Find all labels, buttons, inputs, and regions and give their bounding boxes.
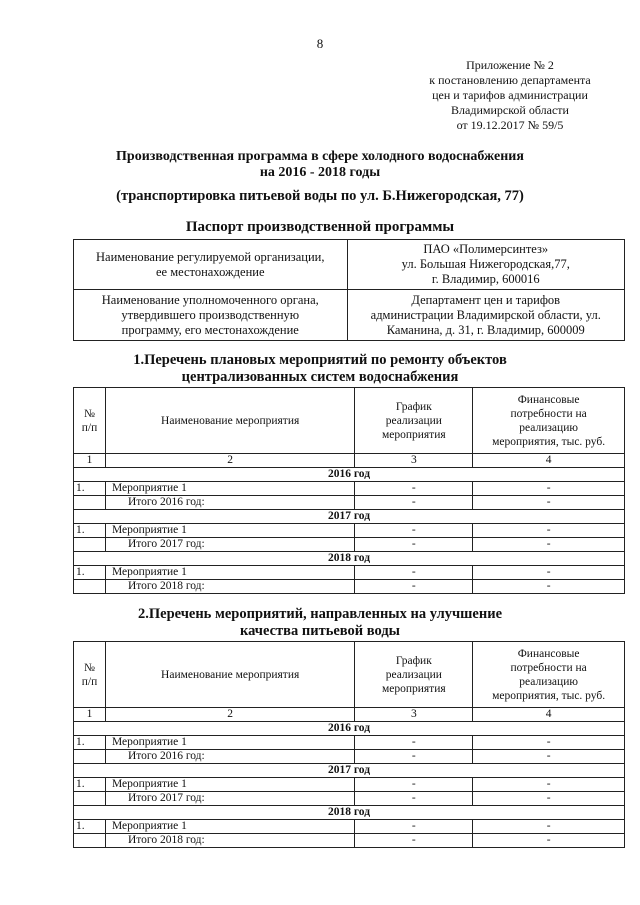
header-event-name: Наименование мероприятия xyxy=(105,642,354,708)
row-number: 1. xyxy=(74,482,106,496)
title-line: 2.Перечень мероприятий, направленных на улучшение xyxy=(137,606,502,622)
title-line: качества питьевой воды xyxy=(240,623,400,639)
text-line: утвердившего производственную xyxy=(121,307,300,322)
year-label: 2017 год xyxy=(74,764,625,778)
empty-cell xyxy=(74,792,106,806)
year-label: 2017 год xyxy=(74,510,625,524)
empty-cell xyxy=(74,834,106,848)
passport-table xyxy=(73,239,625,341)
passport-label xyxy=(74,240,348,290)
event-name: Мероприятие 1 xyxy=(105,736,354,750)
year-label: 2018 год xyxy=(74,552,625,566)
appendix-line: к постановлению департамента xyxy=(429,73,591,87)
column-numbers-row xyxy=(74,708,625,722)
text-line: ее местонахождение xyxy=(155,264,265,279)
text-line: потребности на xyxy=(510,661,587,674)
empty-cell xyxy=(74,496,106,510)
table-row xyxy=(74,778,625,792)
event-schedule: - xyxy=(355,820,473,834)
header-schedule xyxy=(355,642,473,708)
event-schedule: - xyxy=(355,736,473,750)
column-number: 4 xyxy=(473,454,625,468)
total-finance: - xyxy=(473,496,625,510)
passport-value xyxy=(347,290,625,341)
total-finance: - xyxy=(473,538,625,552)
year-label: 2016 год xyxy=(74,722,625,736)
column-number: 4 xyxy=(473,708,625,722)
event-schedule: - xyxy=(355,778,473,792)
event-finance: - xyxy=(473,736,625,750)
appendix-line: Владимирской области xyxy=(451,103,569,117)
text-line: Наименование уполномоченного органа, xyxy=(101,292,319,307)
year-row xyxy=(74,764,625,778)
empty-cell xyxy=(74,580,106,594)
year-row xyxy=(74,510,625,524)
text-line: Департамент цен и тарифов xyxy=(411,292,561,307)
year-label: 2018 год xyxy=(74,806,625,820)
header-event-name: Наименование мероприятия xyxy=(105,388,354,454)
text-line: Финансовые xyxy=(517,393,580,406)
section1-table xyxy=(73,387,625,594)
total-schedule: - xyxy=(355,792,473,806)
row-number: 1. xyxy=(74,820,106,834)
total-schedule: - xyxy=(355,834,473,848)
row-number: 1. xyxy=(74,736,106,750)
total-label: Итого 2016 год: xyxy=(105,750,354,764)
year-row xyxy=(74,468,625,482)
empty-cell xyxy=(74,538,106,552)
row-number: 1. xyxy=(74,524,106,538)
text-line: Финансовые xyxy=(517,647,580,660)
header-num xyxy=(74,642,106,708)
column-number: 1 xyxy=(74,708,106,722)
total-label: Итого 2018 год: xyxy=(105,580,354,594)
page-number: 8 xyxy=(316,36,324,51)
column-number: 2 xyxy=(105,708,354,722)
title-line: на 2016 - 2018 годы xyxy=(259,165,381,180)
event-finance: - xyxy=(473,566,625,580)
total-row xyxy=(74,750,625,764)
year-row xyxy=(74,552,625,566)
event-finance: - xyxy=(473,778,625,792)
title-line: Производственная программа в сфере холодного водоснабжения xyxy=(116,149,524,164)
text-line: потребности на xyxy=(510,407,587,420)
row-number: 1. xyxy=(74,778,106,792)
text-line: администрации Владимирской области, ул. xyxy=(370,307,601,322)
column-number: 1 xyxy=(74,454,106,468)
total-schedule: - xyxy=(355,496,473,510)
column-number: 2 xyxy=(105,454,354,468)
total-row xyxy=(74,792,625,806)
total-row xyxy=(74,496,625,510)
event-schedule: - xyxy=(355,524,473,538)
appendix-line: цен и тарифов администрации xyxy=(432,88,588,102)
table-row xyxy=(74,524,625,538)
column-number: 3 xyxy=(355,454,473,468)
table-header-row xyxy=(74,642,625,708)
event-finance: - xyxy=(473,820,625,834)
text-line: ПАО «Полимерсинтез» xyxy=(423,242,549,256)
total-finance: - xyxy=(473,834,625,848)
total-row xyxy=(74,580,625,594)
text-line: График xyxy=(395,654,432,667)
total-row xyxy=(74,538,625,552)
table-row xyxy=(74,566,625,580)
section2-title xyxy=(70,606,570,640)
section1-title xyxy=(70,352,570,386)
text-line: № xyxy=(83,407,95,420)
text-line: программу, его местонахождение xyxy=(121,322,299,337)
total-row xyxy=(74,834,625,848)
total-finance: - xyxy=(473,792,625,806)
table-row xyxy=(74,482,625,496)
total-finance: - xyxy=(473,580,625,594)
text-line: мероприятия, тыс. руб. xyxy=(492,689,606,702)
total-label: Итого 2017 год: xyxy=(105,792,354,806)
text-line: реализации xyxy=(385,668,442,681)
text-line: п/п xyxy=(81,675,98,688)
row-number: 1. xyxy=(74,566,106,580)
passport-row xyxy=(74,290,625,341)
text-line: реализацию xyxy=(519,421,578,434)
year-row xyxy=(74,806,625,820)
column-number: 3 xyxy=(355,708,473,722)
year-row xyxy=(74,722,625,736)
total-label: Итого 2016 год: xyxy=(105,496,354,510)
table-header-row xyxy=(74,388,625,454)
total-label: Итого 2018 год: xyxy=(105,834,354,848)
passport-value xyxy=(347,240,625,290)
passport-row xyxy=(74,240,625,290)
table-row xyxy=(74,736,625,750)
text-line: мероприятия, тыс. руб. xyxy=(492,435,606,448)
title-line: 1.Перечень плановых мероприятий по ремонту объектов xyxy=(133,352,507,368)
text-line: № xyxy=(83,661,95,674)
event-name: Мероприятие 1 xyxy=(105,482,354,496)
year-label: 2016 год xyxy=(74,468,625,482)
header-schedule xyxy=(355,388,473,454)
total-finance: - xyxy=(473,750,625,764)
passport-title: Паспорт производственной программы xyxy=(185,219,455,235)
text-line: г. Владимир, 600016 xyxy=(431,272,540,286)
document-title xyxy=(60,149,580,181)
text-line: реализации xyxy=(385,414,442,427)
text-line: Каманина, д. 31, г. Владимир, 600009 xyxy=(386,322,585,337)
total-schedule: - xyxy=(355,580,473,594)
text-line: мероприятия xyxy=(381,682,446,695)
header-finance xyxy=(473,642,625,708)
event-name: Мероприятие 1 xyxy=(105,778,354,792)
text-line: Наименование регулируемой организации, xyxy=(96,249,325,264)
header-finance xyxy=(473,388,625,454)
event-name: Мероприятие 1 xyxy=(105,524,354,538)
column-numbers-row xyxy=(74,454,625,468)
text-line: ул. Большая Нижегородская,77, xyxy=(401,257,570,271)
passport-label xyxy=(74,290,348,341)
appendix-block xyxy=(400,58,620,133)
appendix-line: от 19.12.2017 № 59/5 xyxy=(456,118,564,132)
title-line: централизованных систем водоснабжения xyxy=(181,369,459,385)
appendix-line: Приложение № 2 xyxy=(466,58,554,72)
text-line: График xyxy=(395,400,432,413)
table-row xyxy=(74,820,625,834)
text-line: п/п xyxy=(81,421,98,434)
total-label: Итого 2017 год: xyxy=(105,538,354,552)
event-name: Мероприятие 1 xyxy=(105,820,354,834)
total-schedule: - xyxy=(355,538,473,552)
document-subtitle: (транспортировка питьевой воды по ул. Б.Нижегородская, 77) xyxy=(116,188,524,204)
total-schedule: - xyxy=(355,750,473,764)
text-line: мероприятия xyxy=(381,428,446,441)
header-num xyxy=(74,388,106,454)
event-schedule: - xyxy=(355,566,473,580)
event-finance: - xyxy=(473,524,625,538)
section2-table xyxy=(73,641,625,848)
event-name: Мероприятие 1 xyxy=(105,566,354,580)
event-schedule: - xyxy=(355,482,473,496)
event-finance: - xyxy=(473,482,625,496)
empty-cell xyxy=(74,750,106,764)
text-line: реализацию xyxy=(519,675,578,688)
